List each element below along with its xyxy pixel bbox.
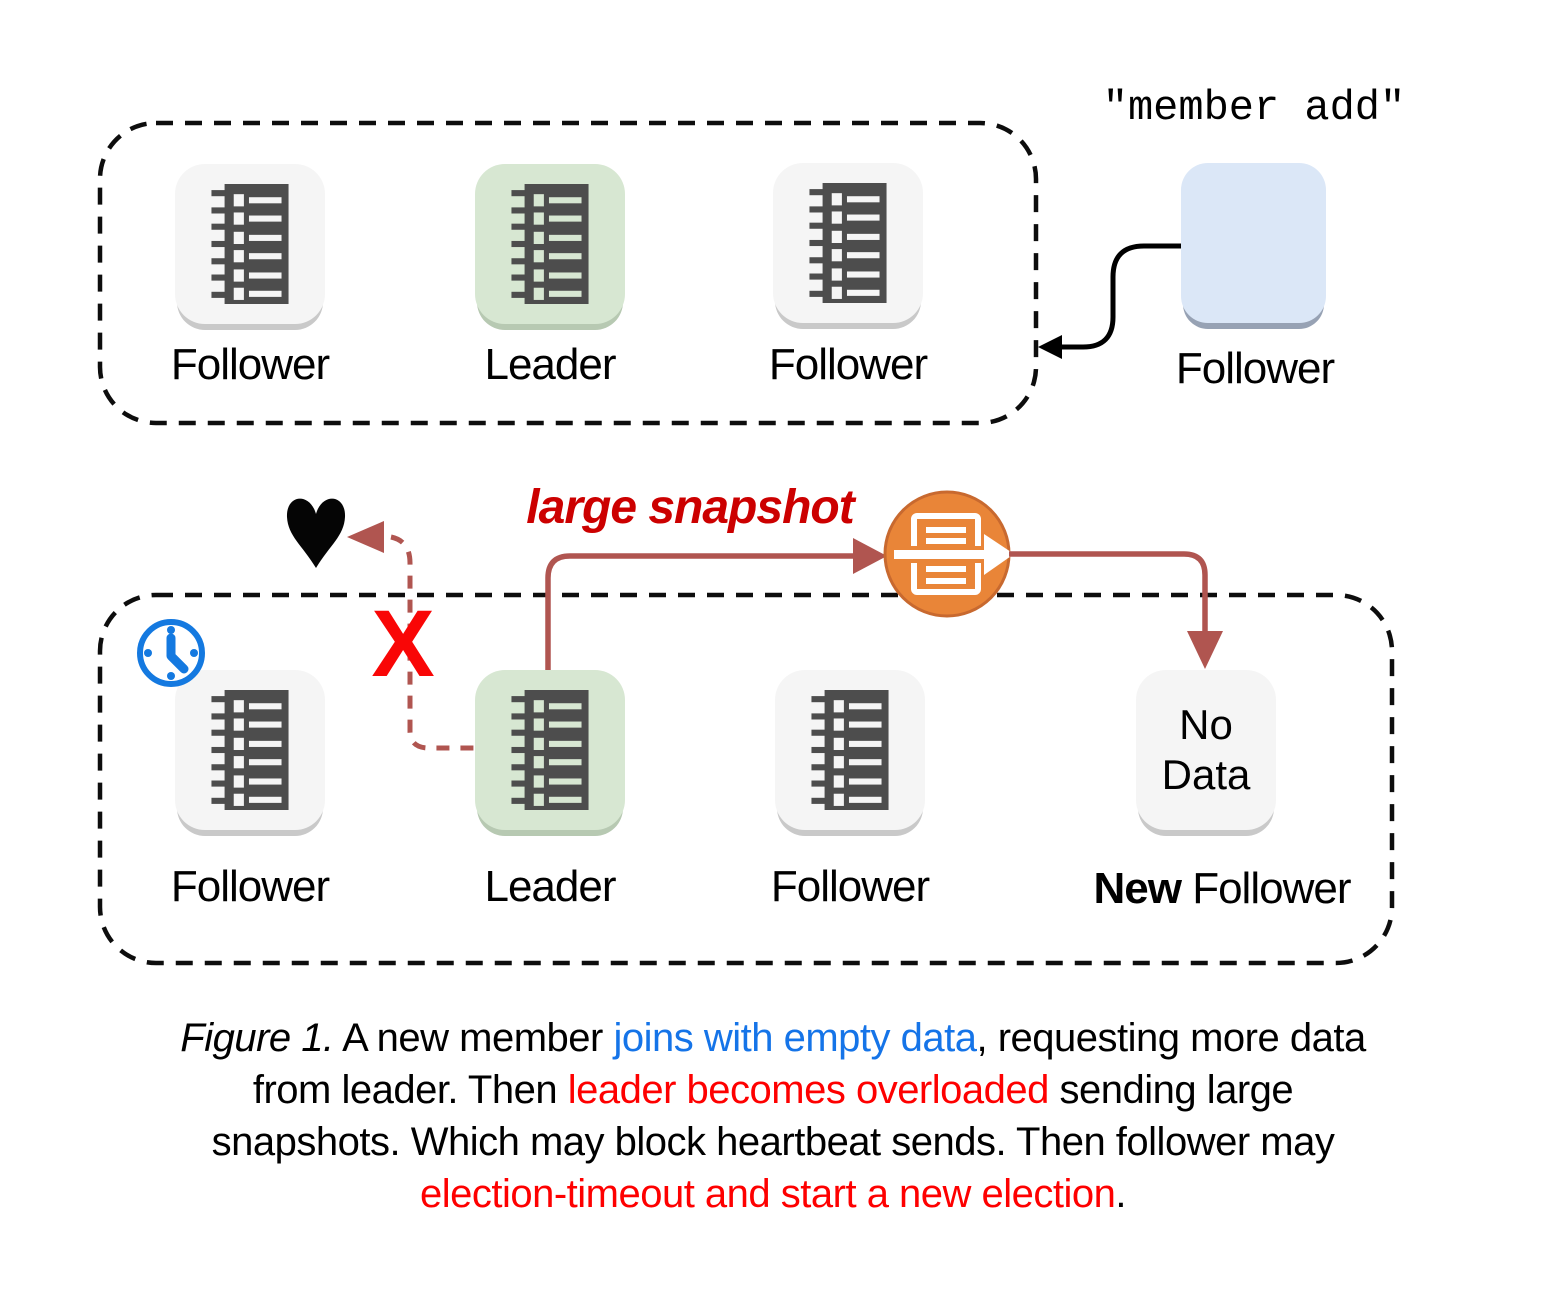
member-add-command: "member add"	[1102, 84, 1406, 132]
caption-text: snapshots. Which may block heartbeat sends. Then follower may	[211, 1120, 1335, 1164]
bottom-follower-1-label: Follower	[170, 862, 330, 911]
no-data-line-2: Data	[1161, 751, 1251, 798]
no-data-line-1: No	[1179, 701, 1233, 748]
top-follower-2-label: Follower	[768, 340, 928, 389]
caption-text: sending large	[1048, 1068, 1294, 1112]
new-follower-label-rest: Follower	[1180, 864, 1351, 913]
new-follower-label-bold: New	[1093, 864, 1181, 913]
figure-number: Figure 1.	[180, 1016, 334, 1060]
top-leader-label: Leader	[484, 340, 616, 389]
x-mark: X	[371, 591, 435, 697]
caption-text: from leader. Then	[252, 1068, 568, 1112]
caption-highlight-red: leader becomes overloaded	[567, 1068, 1049, 1112]
bottom-leader-label: Leader	[484, 862, 616, 911]
bottom-follower-2-label: Follower	[770, 862, 930, 911]
caption-text: .	[1115, 1172, 1127, 1216]
clock-icon	[140, 622, 202, 684]
caption-text: A new member	[333, 1016, 614, 1060]
caption-highlight-red: election-timeout and start a new election	[419, 1172, 1116, 1216]
large-snapshot-annotation: large snapshot	[526, 481, 854, 534]
new-member-label: Follower	[1175, 344, 1335, 393]
top-follower-1-label: Follower	[170, 340, 330, 389]
caption-highlight-blue: joins with empty data	[613, 1016, 977, 1060]
caption-text: , requesting more data	[976, 1016, 1366, 1060]
